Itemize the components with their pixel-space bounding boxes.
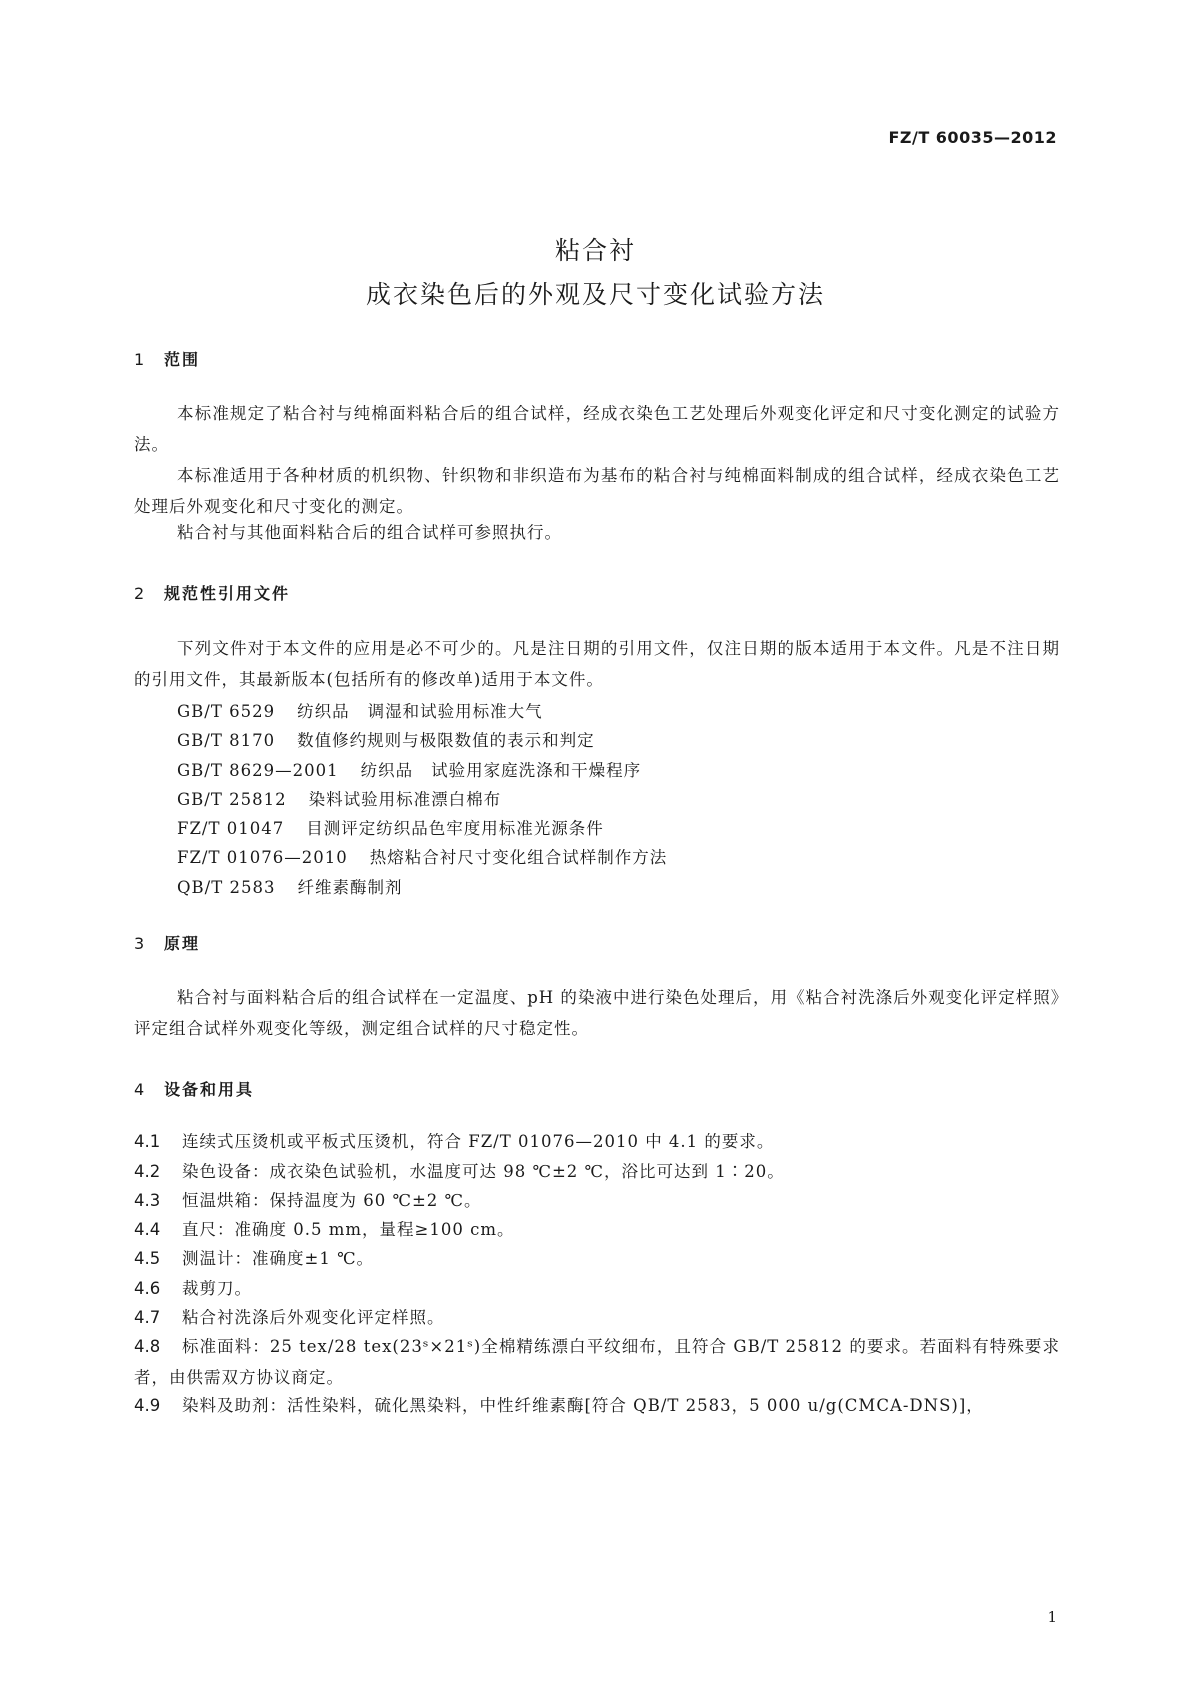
reference-item: [177, 786, 501, 810]
paragraph: 下列文件对于本文件的应用是必不可少的。凡是注日期的引用文件，仅注日期的版本适用于本文件。凡是不注日期的引用文件，其最新版本(包括所有的修改单)适用于本文件。: [134, 639, 1060, 689]
reference-title: 纤维素酶制剂: [297, 878, 403, 897]
item-text: 标准面料：25 tex/28 tex(23ˢ×21ˢ)全棉精练漂白平纹细布，且符合 GB/T 25812 的要求。若面料有特殊要求者，由供需双方协议商定。: [134, 1337, 1060, 1387]
list-item: [134, 1302, 1060, 1333]
item-text: 染料及助剂：活性染料，硫化黑染料，中性纤维素酶[符合 QB/T 2583，5 000 u/g(CMCA-DNS)]，: [182, 1396, 984, 1415]
item-text: 染色设备：成衣染色试验机，水温度可达 98 ℃±2 ℃，浴比可达到 1∶20。: [182, 1162, 785, 1181]
item-text: 恒温烘箱：保持温度为 60 ℃±2 ℃。: [182, 1191, 482, 1210]
item-text: 裁剪刀。: [182, 1279, 252, 1298]
reference-title: 纺织品: [360, 761, 414, 780]
section-title: 范围: [164, 350, 201, 369]
list-item: [134, 1390, 1060, 1421]
section-heading-1: [134, 347, 200, 370]
reference-code: GB/T 25812: [177, 790, 287, 809]
item-text: 粘合衬洗涤后外观变化评定样照。: [182, 1308, 445, 1327]
list-item: [134, 1156, 1060, 1187]
reference-item: [177, 757, 641, 781]
list-item: [134, 1126, 1060, 1157]
item-number: 4.1: [134, 1132, 161, 1151]
item-number: 4.4: [134, 1220, 161, 1239]
reference-code: GB/T 8629—2001: [177, 761, 339, 780]
section-title: 原理: [164, 934, 201, 953]
standard-number: FZ/T 60035—2012: [888, 128, 1057, 147]
section-heading-2: [134, 581, 290, 604]
item-number: 4.7: [134, 1308, 161, 1327]
reference-title: 热熔粘合衬尺寸变化组合试样制作方法: [369, 848, 668, 867]
reference-item: [177, 698, 543, 722]
reference-title: 染料试验用标准漂白棉布: [308, 790, 502, 809]
item-number: 4.3: [134, 1191, 161, 1210]
paragraph: 粘合衬与其他面料粘合后的组合试样可参照执行。: [177, 523, 562, 542]
reference-code: QB/T 2583: [177, 878, 276, 897]
section-heading-4: [134, 1077, 254, 1100]
reference-item: [177, 874, 402, 898]
section-number: 2: [134, 584, 147, 603]
reference-title: 纺织品: [297, 702, 350, 721]
reference-code: FZ/T 01076—2010: [177, 848, 348, 867]
item-number: 4.9: [134, 1396, 161, 1415]
reference-subtitle: 调湿和试验用标准大气: [367, 702, 543, 721]
list-item: [134, 1331, 1060, 1393]
reference-subtitle: 试验用家庭洗涤和干燥程序: [431, 761, 642, 780]
section-heading-3: [134, 931, 200, 954]
list-item: [134, 1185, 1060, 1216]
reference-item: [177, 844, 667, 868]
paragraph: 粘合衬与面料粘合后的组合试样在一定温度、pH 的染液中进行染色处理后，用《粘合衬洗涤后外观变化评定样照》评定组合试样外观变化等级，测定组合试样的尺寸稳定性。: [134, 988, 1060, 1038]
list-item: [134, 1243, 1060, 1274]
section-title: 规范性引用文件: [164, 584, 291, 603]
reference-title: 目测评定纺织品色牢度用标准光源条件: [306, 819, 604, 838]
item-number: 4.2: [134, 1162, 161, 1181]
reference-code: GB/T 6529: [177, 702, 276, 721]
page-number: 1: [1047, 1608, 1057, 1626]
list-item: [134, 1214, 1060, 1245]
document-subtitle: 成衣染色后的外观及尺寸变化试验方法: [365, 280, 825, 309]
item-text: 测温计：准确度±1 ℃。: [182, 1249, 375, 1268]
section-number: 4: [134, 1080, 147, 1099]
section-number: 1: [134, 350, 147, 369]
item-text: 连续式压烫机或平板式压烫机，符合 FZ/T 01076—2010 中 4.1 的要求。: [182, 1132, 775, 1151]
reference-code: FZ/T 01047: [177, 819, 285, 838]
paragraph: 本标准规定了粘合衬与纯棉面料粘合后的组合试样，经成衣染色工艺处理后外观变化评定和尺寸变化测定的试验方法。: [134, 404, 1060, 454]
section-number: 3: [134, 934, 147, 953]
reference-title: 数值修约规则与极限数值的表示和判定: [297, 731, 595, 750]
list-item: [134, 1273, 1060, 1304]
item-text: 直尺：准确度 0.5 mm，量程≥100 cm。: [182, 1220, 515, 1239]
reference-code: GB/T 8170: [177, 731, 276, 750]
paragraph: 本标准适用于各种材质的机织物、针织物和非织造布为基布的粘合衬与纯棉面料制成的组合试样，经成衣染色工艺处理后外观变化和尺寸变化的测定。: [134, 466, 1060, 516]
item-number: 4.6: [134, 1279, 161, 1298]
item-number: 4.8: [134, 1337, 161, 1356]
item-number: 4.5: [134, 1249, 161, 1268]
reference-item: [177, 815, 604, 839]
section-title: 设备和用具: [164, 1080, 255, 1099]
document-title: 粘合衬: [554, 236, 636, 265]
reference-item: [177, 727, 595, 751]
